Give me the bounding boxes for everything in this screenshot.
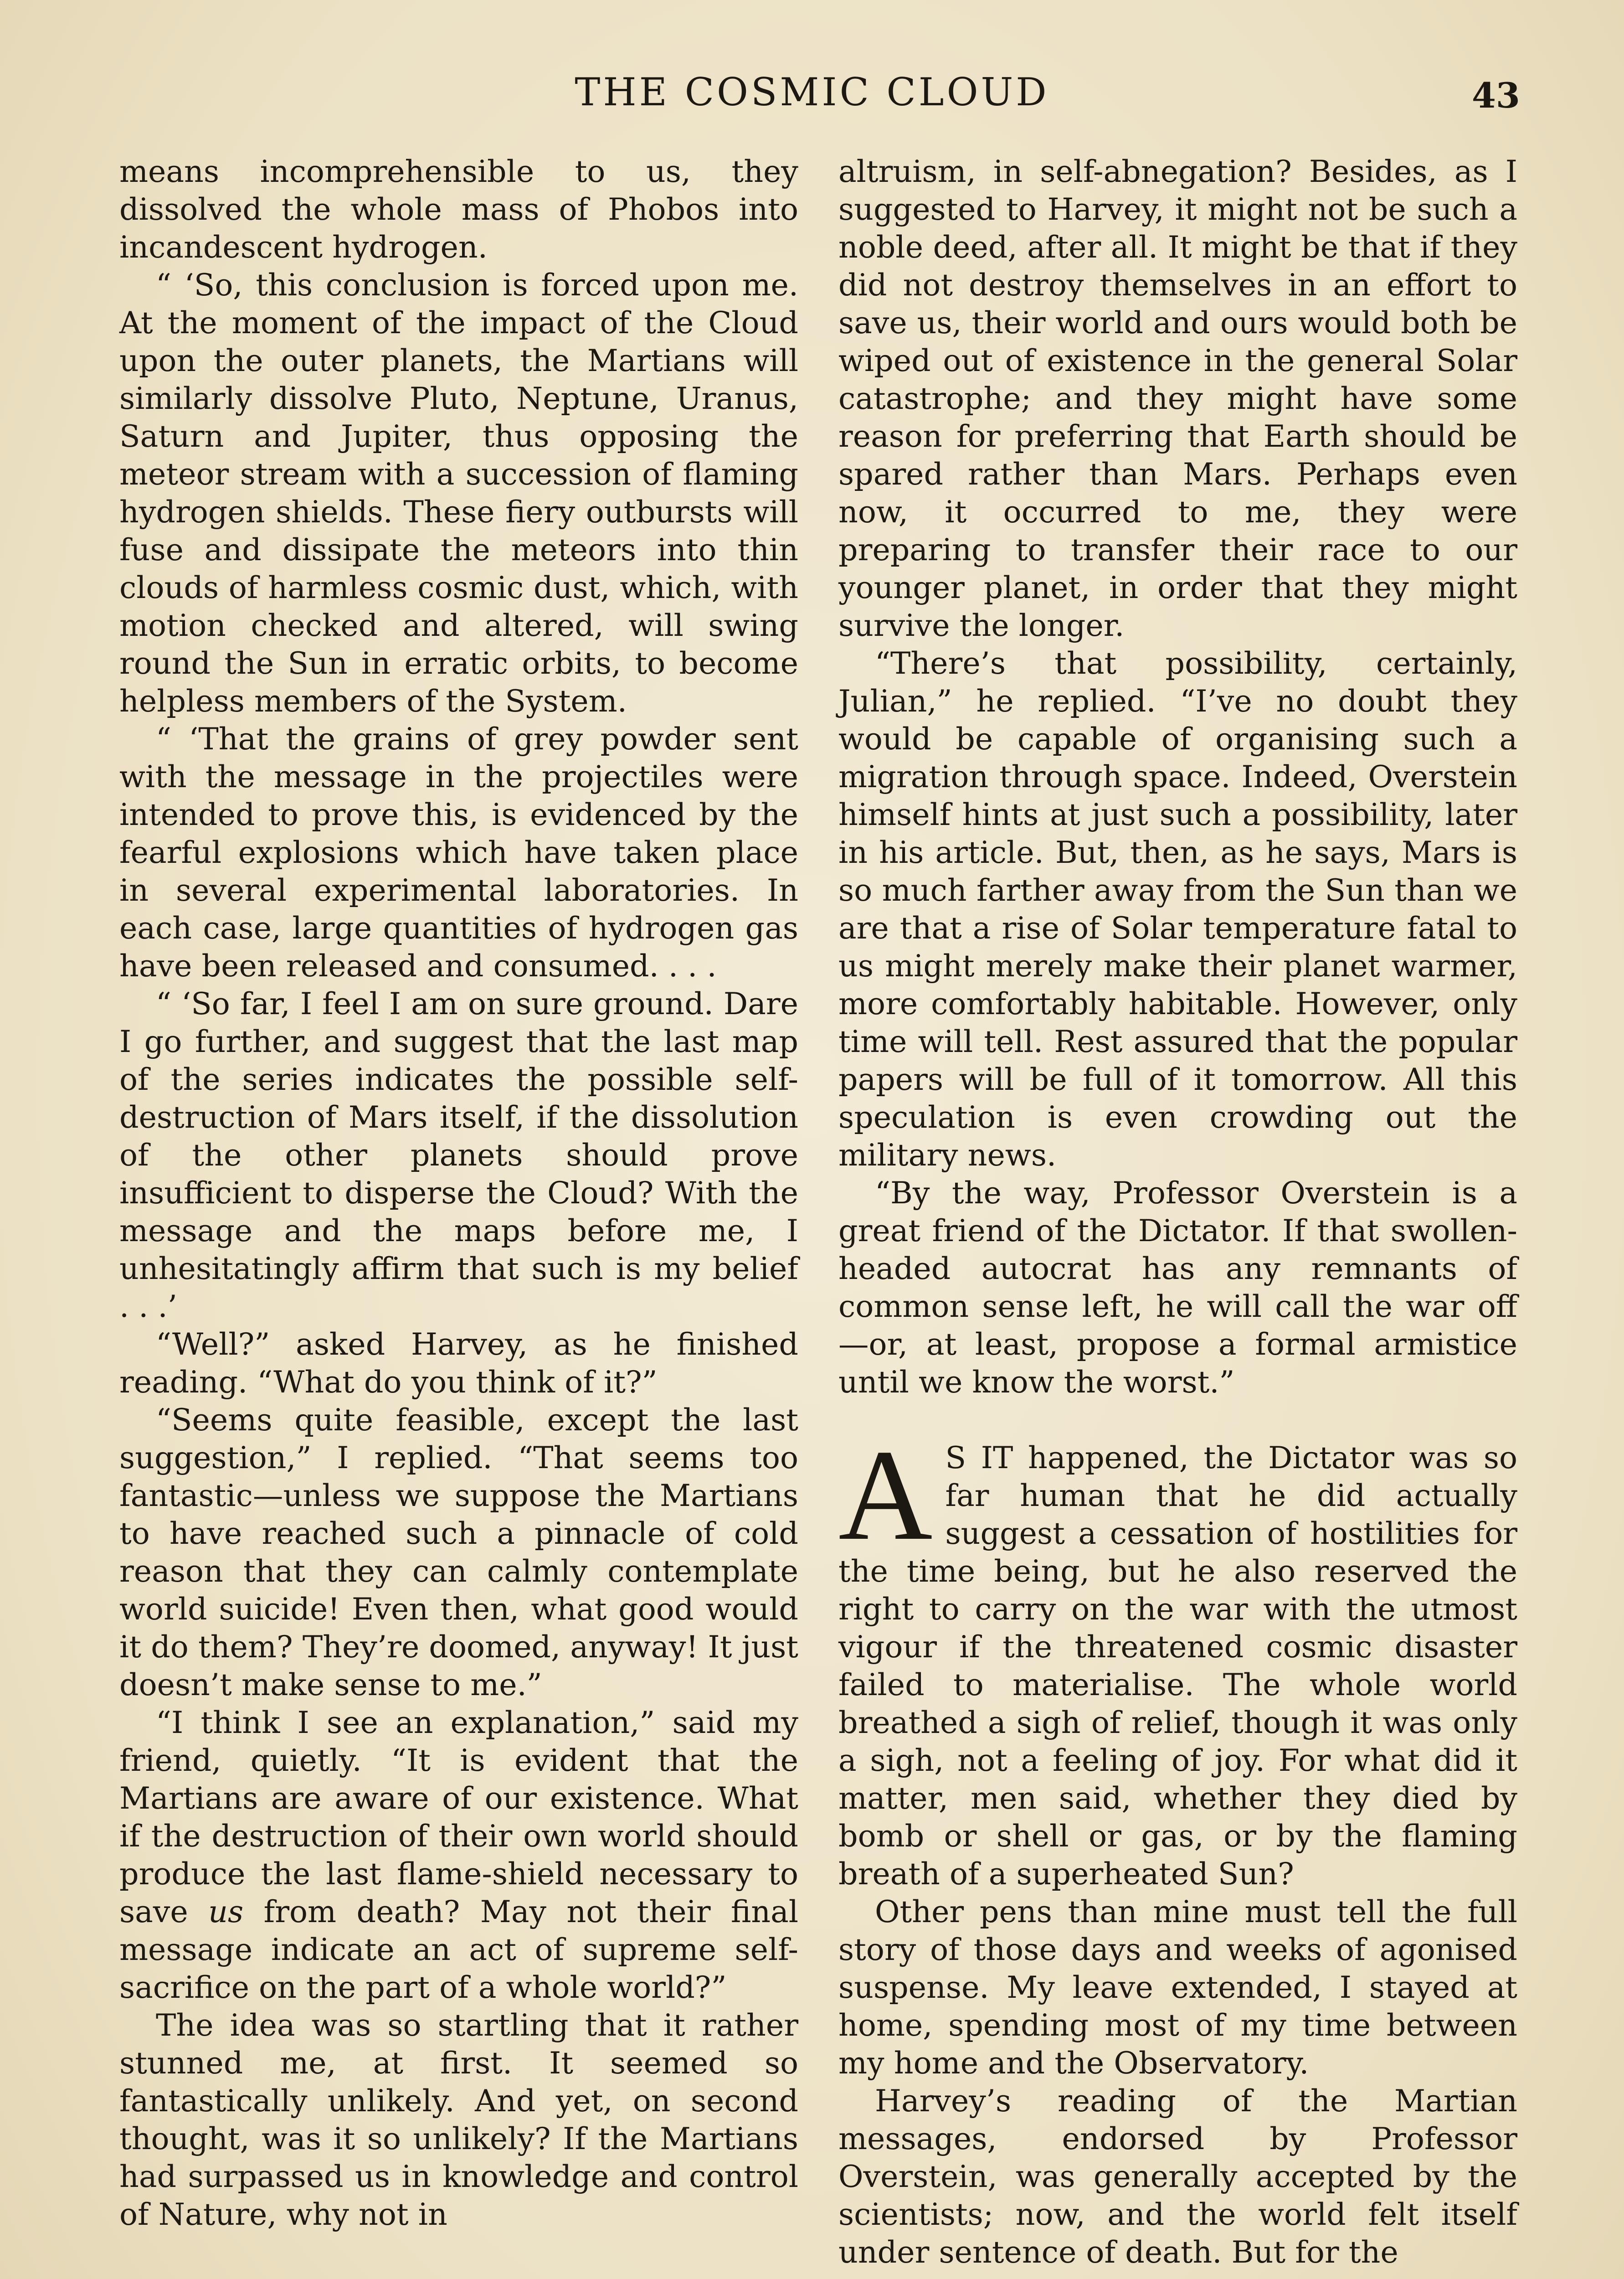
- paragraph: [119, 1704, 798, 2006]
- paragraph: “ ‘That the grains of grey powder sent with the message in the projectiles were intended to prove this, is evidenced by the fearful explosions which have taken place in several experimental laboratories. In each case, large quantities of hydrogen gas have been released and consumed. . . .: [119, 721, 798, 984]
- left-column: [119, 153, 798, 2233]
- paragraph: Other pens than mine must tell the full story of those days and weeks of agonised suspense. My leave extended, I stayed at home, spending most of my time between my home and the Observatory.: [838, 1894, 1517, 2081]
- paragraph: [838, 1423, 1517, 1893]
- paragraph: “Seems quite feasible, except the last suggestion,” I replied. “That seems too fantastic—unless we suppose the Martians to have reached such a pinnacle of cold reason that they can calmly contemplate world suicide! Even then, what good would it do them? They’re doomed, anyway! It just doesn’t make sense to me.”: [119, 1402, 798, 1702]
- right-column: [838, 153, 1517, 2271]
- section-break: [838, 1401, 1517, 1439]
- paragraph: Harvey’s reading of the Martian messages, endorsed by Professor Overstein, was generally accepted by the scientists; now, and the world felt itself under sentence of death. But for the: [838, 2083, 1517, 2270]
- paragraph: “Well?” asked Harvey, as he finished reading. “What do you think of it?”: [119, 1326, 798, 1400]
- paragraph: “ ‘So, this conclusion is forced upon me. At the moment of the impact of the Cloud upon the outer planets, the Martians will similarly dissolve Pluto, Neptune, Uranus, Saturn and Jupiter, thus opposing the meteor stream with a succession of flaming hydrogen shields. These fiery outbursts will fuse and dissipate the meteors into thin clouds of harmless cosmic dust, which, with motion checked and altered, will swing round the Sun in erratic orbits, to become helpless members of the System.: [119, 267, 798, 719]
- paragraph-text: “I think I see an explanation,” said my friend, quietly. “It is evident that the Martians are aware of our existence. What if the destruction of their own world should produce the last flame-shield necessary to save: [119, 1705, 798, 1929]
- paragraph: altruism, in self-abnegation? Besides, as I suggested to Harvey, it might not be such a noble deed, after all. It might be that if they did not destroy themselves in an effort to save us, their world and ours would both be wiped out of existence in the general Solar catastrophe; and they might have some reason for preferring that Earth should be spared rather than Mars. Perhaps even now, it occurred to me, they were preparing to transfer their race to our younger planet, in order that they might survive the longer.: [838, 154, 1517, 643]
- page-number: 43: [1472, 75, 1520, 116]
- paragraph: “By the way, Professor Overstein is a great friend of the Dictator. If that swollen-headed autocrat has any remnants of common sense left, he will call the war off—or, at least, propose a formal armistice until we know the worst.”: [838, 1175, 1517, 1400]
- paragraph: “ ‘So far, I feel I am on sure ground. Dare I go further, and suggest that the last map of the series indicates the possible self-destruction of Mars itself, if the dissolution of the other planets should prove insufficient to disperse the Cloud? With the message and the maps before me, I unhesitatingly affirm that such is my belief . . .’: [119, 986, 798, 1324]
- page-title: THE COSMIC CLOUD: [575, 70, 1049, 114]
- paragraph-text: from death? May not their final message indicate an act of supreme self-sacrifice on the part of a whole world?”: [119, 1894, 799, 2005]
- paragraph: “There’s that possibility, certainly, Julian,” he replied. “I’ve no doubt they would be capable of organising such a migration through space. Indeed, Overstein himself hints at just such a possibility, later in his article. But, then, as he says, Mars is so much farther away from the Sun than we are that a rise of Solar temperature fatal to us might merely make their planet warmer, more comfortably habitable. However, only time will tell. Rest assured that the popular papers will be full of it tomorrow. All this speculation is even crowding out the military news.: [838, 645, 1517, 1173]
- drop-cap: A: [838, 1423, 933, 1567]
- emphasis-text: us: [208, 1894, 244, 1929]
- paragraph-text: S IT happened, the Dictator was so far human that he did actually suggest a cessation of hostilities for the time being, but he also reserved the right to carry on the war with the utmost vigour if the threatened cosmic disaster failed to materialise. The whole world breathed a sigh of relief, though it was only a sigh, not a feeling of joy. For what did it matter, men said, whether they died by bomb or shell or gas, or by the flaming breath of a superheated Sun?: [838, 1440, 1517, 1892]
- paragraph: means incomprehensible to us, they dissolved the whole mass of Phobos into incandescent hydrogen.: [119, 154, 798, 265]
- paragraph: The idea was so startling that it rather stunned me, at first. It seemed so fantastically unlikely. And yet, on second thought, was it so unlikely? If the Martians had surpassed us in knowledge and control of Nature, why not in: [119, 2007, 798, 2232]
